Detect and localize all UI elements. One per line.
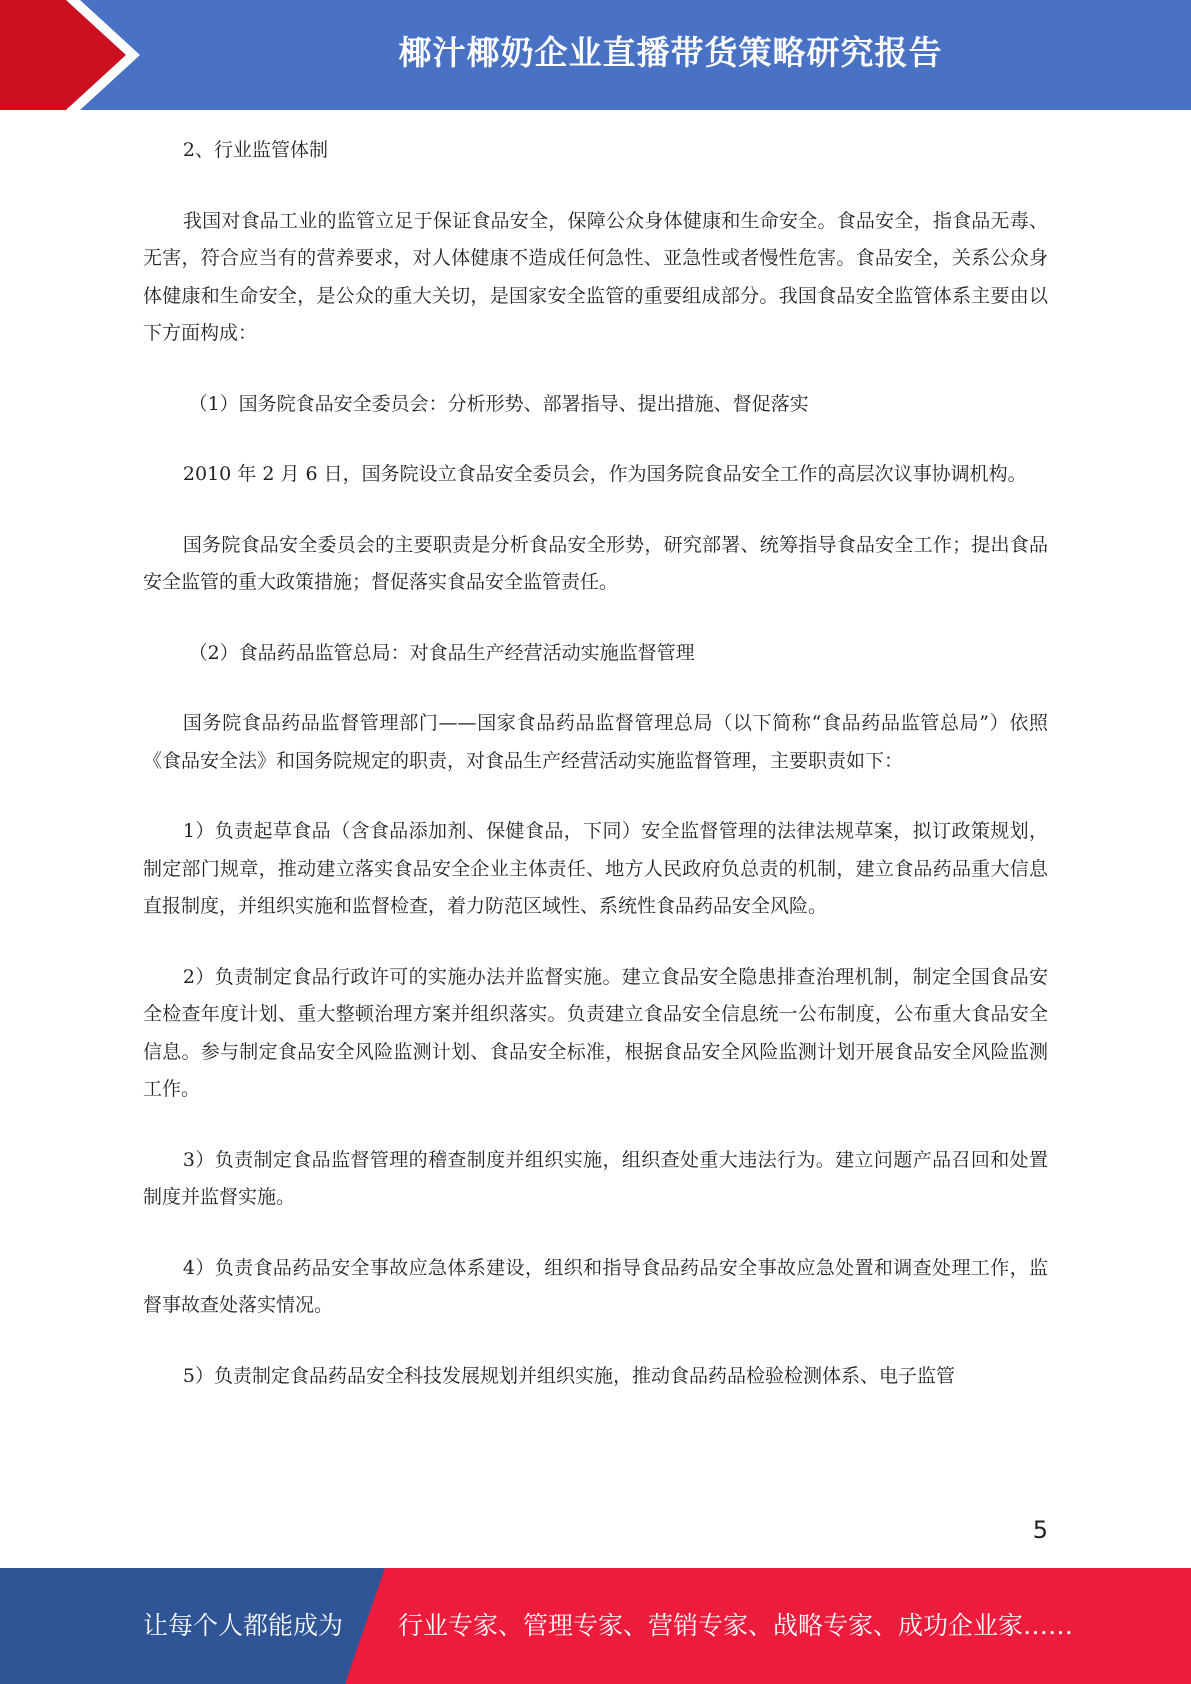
- list-item: 2）负责制定食品行政许可的实施办法并监督实施。建立食品安全隐患排查治理机制，制定全国食品安全检查年度计划、重大整顿治理方案并组织落实。负责建立食品安全信息统一公布制度，公布重大食品安全信息。参与制定食品安全风险监测计划、食品安全标准，根据食品安全风险监测计划开展食品安全风险监测工作。: [143, 965, 1048, 1100]
- footer-slogan-right: 行业专家、管理专家、营销专家、战略专家、成功企业家……: [398, 1611, 1074, 1640]
- list-item: 3）负责制定食品监督管理的稽查制度并组织实施，组织查处重大违法行为。建立问题产品召回和处置制度并监督实施。: [143, 1148, 1048, 1208]
- paragraph: 2010 年 2 月 6 日，国务院设立食品安全委员会，作为国务院食品安全工作的高层次议事协调机构。: [182, 463, 1027, 485]
- list-item: 1）负责起草食品（含食品添加剂、保健食品，下同）安全监督管理的法律法规草案，拟订政策规划，制定部门规章，推动建立落实食品安全企业主体责任、地方人民政府负总责的机制，建立食品药品重大信息直报制度，并组织实施和监督检查，着力防范区域性、系统性食品药品安全风险。: [143, 820, 1048, 917]
- page-number: 5: [1032, 1516, 1048, 1544]
- page-header: [0, 0, 1191, 110]
- section-heading: 2、行业监管体制: [182, 139, 328, 161]
- document-body: [143, 132, 1048, 1428]
- header-chevron-decoration: [0, 0, 150, 110]
- list-item: 4）负责食品药品安全事故应急体系建设，组织和指导食品药品安全事故应急处置和调查处理工作，监督事故查处落实情况。: [143, 1256, 1048, 1316]
- paragraph: 国务院食品药品监督管理部门——国家食品药品监督管理总局（以下简称“食品药品监管总局”）依照《食品安全法》和国务院规定的职责，对食品生产经营活动实施监督管理，主要职责如下：: [143, 712, 1048, 772]
- list-item: 5）负责制定食品药品安全科技发展规划并组织实施，推动食品药品检验检测体系、电子监管: [182, 1364, 955, 1387]
- paragraph: 国务院食品安全委员会的主要职责是分析食品安全形势，研究部署、统筹指导食品安全工作；提出食品安全监管的重大政策措施；督促落实食品安全监管责任。: [143, 533, 1048, 593]
- report-title: 椰汁椰奶企业直播带货策略研究报告: [398, 33, 943, 72]
- footer-slogan-left: 让每个人都能成为: [143, 1611, 344, 1640]
- paragraph: 我国对食品工业的监管立足于保证食品安全，保障公众身体健康和生命安全。食品安全，指食品无毒、无害，符合应当有的营养要求，对人体健康不造成任何急性、亚急性或者慢性危害。食品安全，关系公众身体健康和生命安全，是公众的重大关切，是国家安全监管的重要组成部分。我国食品安全监管体系主要由以下方面构成：: [143, 209, 1048, 344]
- subsection-heading: （1）国务院食品安全委员会：分析形势、部署指导、提出措施、督促落实: [188, 392, 809, 415]
- subsection-heading: （2）食品药品监管总局：对食品生产经营活动实施监督管理: [188, 641, 695, 664]
- page-footer: [0, 1568, 1191, 1684]
